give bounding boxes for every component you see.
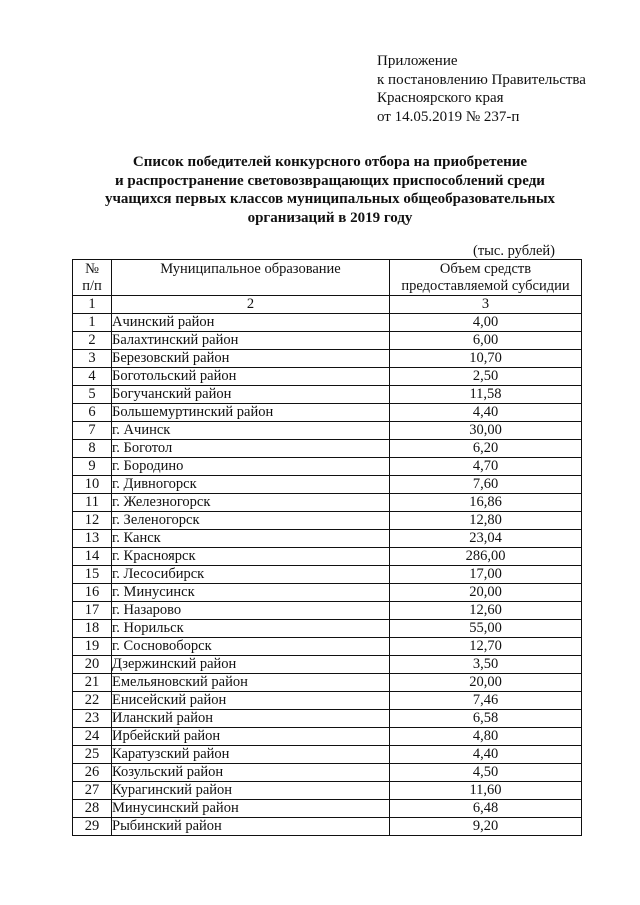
municipality-name: г. Минусинск [112,584,390,602]
table-row [73,458,582,476]
table-row [73,440,582,458]
subsidy-amount: 20,00 [390,584,582,602]
column-index-row [73,296,582,314]
subsidy-amount: 7,46 [390,692,582,710]
row-number: 28 [73,800,112,818]
appendix-line: Красноярского края [377,90,504,106]
table-row [73,602,582,620]
subsidy-amount: 6,00 [390,332,582,350]
table-row [73,548,582,566]
table-row [73,566,582,584]
subsidy-amount: 4,80 [390,728,582,746]
subsidy-amount: 11,60 [390,782,582,800]
municipality-name: Емельяновский район [112,674,390,692]
table-body [73,314,582,836]
municipality-name: Березовский район [112,350,390,368]
appendix-line: Приложение [377,53,458,69]
row-number: 8 [73,440,112,458]
subsidy-amount: 6,48 [390,800,582,818]
row-number: 19 [73,638,112,656]
table-row [73,692,582,710]
row-number: 29 [73,818,112,836]
row-number: 4 [73,368,112,386]
appendix-line: к постановлению Правительства [377,71,586,88]
municipality-name: г. Назарово [112,602,390,620]
table-row [73,332,582,350]
row-number: 14 [73,548,112,566]
table-row [73,764,582,782]
row-number: 23 [73,710,112,728]
row-number: 22 [73,692,112,710]
municipality-name: Большемуртинский район [112,404,390,422]
appendix-block [377,52,586,126]
municipality-name: Иланский район [112,710,390,728]
table-row [73,620,582,638]
subsidy-amount: 4,50 [390,764,582,782]
row-number: 17 [73,602,112,620]
subsidy-amount: 23,04 [390,530,582,548]
subsidy-amount: 17,00 [390,566,582,584]
row-number: 25 [73,746,112,764]
column-index: 2 [112,296,390,314]
row-number: 12 [73,512,112,530]
row-number: 3 [73,350,112,368]
municipality-name: г. Красноярск [112,548,390,566]
municipality-name: Минусинский район [112,800,390,818]
municipality-name: г. Ачинск [112,422,390,440]
municipality-name: Дзержинский район [112,656,390,674]
header-number [73,260,112,296]
table-row [73,584,582,602]
row-number: 1 [73,314,112,332]
municipality-name: Богучанский район [112,386,390,404]
table-row [73,800,582,818]
header-municipality: Муниципальное образование [112,260,390,296]
table-header-row [73,260,582,296]
subsidy-amount: 4,00 [390,314,582,332]
subsidy-amount: 7,60 [390,476,582,494]
subsidy-amount: 4,40 [390,404,582,422]
municipality-name: Козульский район [112,764,390,782]
table-row [73,782,582,800]
table-row [73,512,582,530]
subsidy-amount: 2,50 [390,368,582,386]
subsidy-amount: 10,70 [390,350,582,368]
municipality-name: г. Лесосибирск [112,566,390,584]
table-row [73,638,582,656]
table-row [73,404,582,422]
row-number: 27 [73,782,112,800]
title-line: учащихся первых классов муниципальных общеобразовательных [104,191,556,207]
municipality-name: г. Сосновоборск [112,638,390,656]
appendix-line: от 14.05.2019 № 237-п [377,108,520,125]
subsidy-amount: 4,40 [390,746,582,764]
municipality-name: Каратузский район [112,746,390,764]
municipality-name: г. Зеленогорск [112,512,390,530]
header-number-line2: п/п [82,277,102,294]
row-number: 15 [73,566,112,584]
row-number: 13 [73,530,112,548]
table-row [73,494,582,512]
document-title [80,153,580,227]
units-label: (тыс. рублей) [473,243,555,259]
row-number: 6 [73,404,112,422]
municipality-name: г. Канск [112,530,390,548]
municipality-name: Балахтинский район [112,332,390,350]
subsidy-amount: 12,70 [390,638,582,656]
municipality-name: Боготольский район [112,368,390,386]
table-row [73,656,582,674]
row-number: 2 [73,332,112,350]
row-number: 7 [73,422,112,440]
row-number: 21 [73,674,112,692]
municipality-name: Ачинский район [112,314,390,332]
municipality-name: Курагинский район [112,782,390,800]
table-row [73,386,582,404]
table-row [73,818,582,836]
municipality-name: Енисейский район [112,692,390,710]
subsidy-amount: 12,80 [390,512,582,530]
subsidy-amount: 11,58 [390,386,582,404]
row-number: 10 [73,476,112,494]
title-line: Список победителей конкурсного отбора на приобретение [132,154,528,170]
table-row [73,674,582,692]
title-line: и распространение световозвращающих приспособлений среди [115,172,545,189]
subsidy-amount: 55,00 [390,620,582,638]
subsidy-amount: 6,58 [390,710,582,728]
subsidy-amount: 20,00 [390,674,582,692]
table-row [73,350,582,368]
table-row [73,476,582,494]
column-index: 3 [390,296,582,314]
row-number: 16 [73,584,112,602]
header-number-line1: № [85,260,99,277]
row-number: 26 [73,764,112,782]
municipality-name: г. Боготол [112,440,390,458]
row-number: 5 [73,386,112,404]
title-line: организаций в 2019 году [247,209,413,226]
header-subsidy-line1: Объем средств [439,260,532,277]
municipality-name: Рыбинский район [112,818,390,836]
subsidy-amount: 9,20 [390,818,582,836]
municipality-name: г. Норильск [112,620,390,638]
table-row [73,710,582,728]
row-number: 20 [73,656,112,674]
row-number: 18 [73,620,112,638]
column-index: 1 [73,296,112,314]
municipality-name: г. Бородино [112,458,390,476]
subsidy-amount: 16,86 [390,494,582,512]
subsidy-amount: 4,70 [390,458,582,476]
subsidy-table [72,259,582,836]
municipality-name: Ирбейский район [112,728,390,746]
subsidy-amount: 30,00 [390,422,582,440]
municipality-name: г. Железногорск [112,494,390,512]
subsidy-amount: 6,20 [390,440,582,458]
row-number: 24 [73,728,112,746]
table-row [73,314,582,332]
table-row [73,368,582,386]
table-row [73,422,582,440]
header-subsidy-line2: предоставляемой субсидии [401,277,570,294]
row-number: 11 [73,494,112,512]
row-number: 9 [73,458,112,476]
table-row [73,530,582,548]
subsidy-amount: 12,60 [390,602,582,620]
table-row [73,746,582,764]
subsidy-amount: 3,50 [390,656,582,674]
subsidy-amount: 286,00 [390,548,582,566]
table-row [73,728,582,746]
header-subsidy [390,260,582,296]
municipality-name: г. Дивногорск [112,476,390,494]
